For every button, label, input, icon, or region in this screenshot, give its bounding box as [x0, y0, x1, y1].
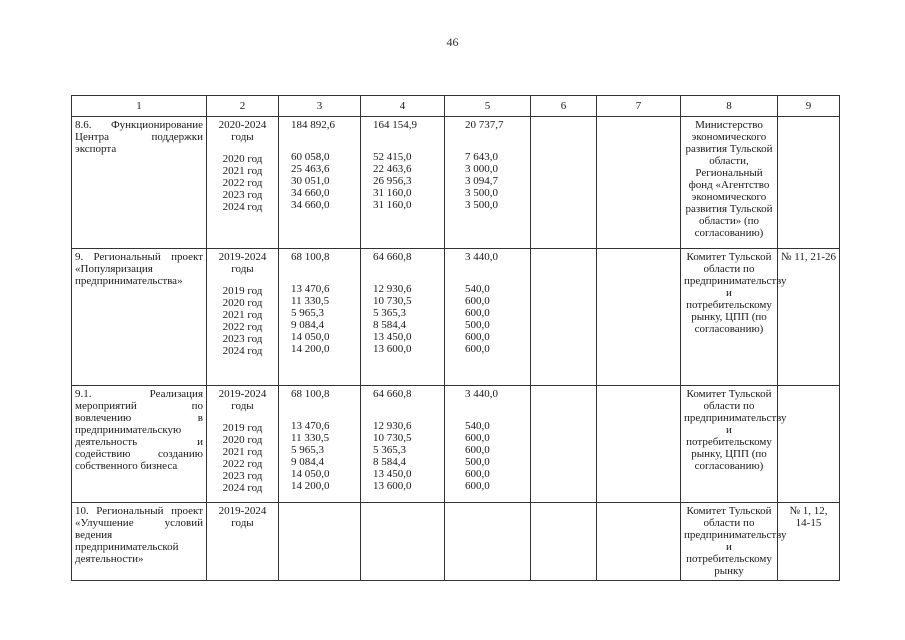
- col4-value: 164 154,9: [373, 119, 417, 131]
- total-value: 68 100,8: [291, 388, 330, 400]
- table-row: [72, 503, 840, 581]
- empty-cell: [597, 117, 681, 249]
- period-cell: [207, 503, 279, 581]
- list-value: 3 500,0: [465, 199, 498, 211]
- column-header: 8: [681, 96, 778, 117]
- indicators-cell: [778, 386, 840, 503]
- col5-cell: [445, 503, 531, 581]
- col5-value: 3 440,0: [465, 388, 498, 400]
- list-value: 10 730,5: [373, 432, 412, 444]
- list-value: 600,0: [465, 295, 490, 307]
- executor-cell: Министерство экономического развития Тульской области, Региональный фонд «Агентство экономического развития Тульской области» (по согласованию): [681, 117, 778, 249]
- list-value: 600,0: [465, 444, 490, 456]
- col5-cell: [445, 117, 531, 249]
- list-value: 10 730,5: [373, 295, 412, 307]
- list-value: 2023 год: [222, 333, 263, 345]
- list-value: 34 660,0: [291, 199, 330, 211]
- column-header: 3: [279, 96, 361, 117]
- period-cell: [207, 249, 279, 386]
- list-value: 11 330,5: [291, 432, 330, 444]
- list-value: 2020 год: [222, 297, 263, 309]
- indicators-cell: № 11, 21-26: [778, 249, 840, 386]
- period-label: 2019-2024 годы: [218, 388, 267, 412]
- period-label: 2020-2024 годы: [218, 119, 267, 143]
- list-value: 600,0: [465, 343, 490, 355]
- list-value: 600,0: [465, 468, 490, 480]
- column-header: 2: [207, 96, 279, 117]
- list-value: 13 470,6: [291, 283, 330, 295]
- column-header: 7: [597, 96, 681, 117]
- list-value: 12 930,6: [373, 283, 412, 295]
- col4-cell: [361, 503, 445, 581]
- list-value: 2021 год: [222, 165, 263, 177]
- list-value: 540,0: [465, 420, 490, 432]
- empty-cell: [597, 386, 681, 503]
- list-value: 2023 год: [222, 470, 263, 482]
- total-cell: [279, 503, 361, 581]
- col5-year-values: [465, 283, 527, 355]
- indicators-cell: № 1, 12, 14-15: [778, 503, 840, 581]
- total-value: 68 100,8: [291, 251, 330, 263]
- list-value: 9 084,4: [291, 319, 324, 331]
- program-table: [71, 95, 840, 581]
- list-value: 5 965,3: [291, 307, 324, 319]
- list-value: 600,0: [465, 432, 490, 444]
- executor-cell: Комитет Тульской области по предпринимательству и потребительскому рынку, ЦПП (по согласованию): [681, 386, 778, 503]
- list-value: 3 000,0: [465, 163, 498, 175]
- col5-year-values: [465, 420, 527, 492]
- list-value: 14 200,0: [291, 343, 330, 355]
- col5-value: 3 440,0: [465, 251, 498, 263]
- activity-name: 10. Региональный проект «Улучшение условий ведения предпринимательской деятельности»: [72, 503, 207, 581]
- col5-year-values: [465, 151, 527, 211]
- col4-year-values: [373, 283, 441, 355]
- empty-cell: [531, 117, 597, 249]
- total-year-values: [291, 283, 357, 355]
- total-cell: [279, 117, 361, 249]
- list-value: 2020 год: [222, 434, 263, 446]
- list-value: 31 160,0: [373, 187, 412, 199]
- list-value: 600,0: [465, 480, 490, 492]
- list-value: 12 930,6: [373, 420, 412, 432]
- list-value: 22 463,6: [373, 163, 412, 175]
- list-value: 11 330,5: [291, 295, 330, 307]
- list-value: 600,0: [465, 307, 490, 319]
- list-value: 13 450,0: [373, 331, 412, 343]
- page-number: 46: [446, 35, 459, 49]
- list-value: 34 660,0: [291, 187, 330, 199]
- empty-cell: [597, 249, 681, 386]
- column-header: 6: [531, 96, 597, 117]
- list-value: 2024 год: [222, 201, 263, 213]
- total-value: 184 892,6: [291, 119, 335, 131]
- list-value: 30 051,0: [291, 175, 330, 187]
- empty-cell: [531, 249, 597, 386]
- col4-value: 64 660,8: [373, 251, 412, 263]
- list-value: 8 584,4: [373, 456, 406, 468]
- period-label: 2019-2024 годы: [218, 505, 267, 529]
- list-value: 13 600,0: [373, 343, 412, 355]
- executor-cell: Комитет Тульской области по предпринимательству и потребительскому рынку: [681, 503, 778, 581]
- list-value: 2023 год: [222, 189, 263, 201]
- column-header: 1: [72, 96, 207, 117]
- activity-name: 9.1. Реализация мероприятий по вовлечению в предпринимательскую деятельность и содействию созданию собственного бизнеса: [72, 386, 207, 503]
- list-value: 2024 год: [222, 345, 263, 357]
- list-value: 14 200,0: [291, 480, 330, 492]
- list-value: 8 584,4: [373, 319, 406, 331]
- list-value: 13 470,6: [291, 420, 330, 432]
- activity-name: 8.6. Функционирование Центра поддержки экспорта: [72, 117, 207, 249]
- col4-cell: [361, 386, 445, 503]
- list-value: 60 058,0: [291, 151, 330, 163]
- list-value: 14 050,0: [291, 468, 330, 480]
- column-header: 5: [445, 96, 531, 117]
- list-value: 31 160,0: [373, 199, 412, 211]
- list-value: 13 600,0: [373, 480, 412, 492]
- list-value: 26 956,3: [373, 175, 412, 187]
- list-value: 2022 год: [222, 321, 263, 333]
- period-cell: [207, 386, 279, 503]
- period-cell: [207, 117, 279, 249]
- activity-name: 9. Региональный проект «Популяризация предпринимательства»: [72, 249, 207, 386]
- executor-cell: Комитет Тульской области по предпринимательству и потребительскому рынку, ЦПП (по согласованию): [681, 249, 778, 386]
- list-value: 2022 год: [222, 177, 263, 189]
- list-value: 2021 год: [222, 446, 263, 458]
- list-value: 5 365,3: [373, 307, 406, 319]
- total-year-values: [291, 420, 357, 492]
- list-value: 500,0: [465, 319, 490, 331]
- header-row: [72, 96, 840, 117]
- list-value: 600,0: [465, 331, 490, 343]
- empty-cell: [531, 386, 597, 503]
- year-list: [210, 153, 275, 213]
- empty-cell: [597, 503, 681, 581]
- list-value: 9 084,4: [291, 456, 324, 468]
- col4-year-values: [373, 151, 441, 211]
- table-row: [72, 117, 840, 249]
- list-value: 25 463,6: [291, 163, 330, 175]
- list-value: 2024 год: [222, 482, 263, 494]
- column-header: 9: [778, 96, 840, 117]
- table-row: [72, 386, 840, 503]
- list-value: 2021 год: [222, 309, 263, 321]
- col4-cell: [361, 249, 445, 386]
- list-value: 2019 год: [222, 285, 263, 297]
- total-cell: [279, 386, 361, 503]
- col5-value: 20 737,7: [465, 119, 504, 131]
- list-value: 13 450,0: [373, 468, 412, 480]
- list-value: 2019 год: [222, 422, 263, 434]
- list-value: 14 050,0: [291, 331, 330, 343]
- list-value: 5 365,3: [373, 444, 406, 456]
- column-header: 4: [361, 96, 445, 117]
- list-value: 5 965,3: [291, 444, 324, 456]
- list-value: 3 094,7: [465, 175, 498, 187]
- indicators-cell: [778, 117, 840, 249]
- period-label: 2019-2024 годы: [218, 251, 267, 275]
- col5-cell: [445, 249, 531, 386]
- list-value: 3 500,0: [465, 187, 498, 199]
- list-value: 2022 год: [222, 458, 263, 470]
- total-cell: [279, 249, 361, 386]
- empty-cell: [531, 503, 597, 581]
- list-value: 500,0: [465, 456, 490, 468]
- table-row: [72, 249, 840, 386]
- year-list: [210, 422, 275, 494]
- col4-year-values: [373, 420, 441, 492]
- year-list: [210, 285, 275, 357]
- list-value: 540,0: [465, 283, 490, 295]
- col4-cell: [361, 117, 445, 249]
- list-value: 2020 год: [222, 153, 263, 165]
- col4-value: 64 660,8: [373, 388, 412, 400]
- list-value: 7 643,0: [465, 151, 498, 163]
- col5-cell: [445, 386, 531, 503]
- list-value: 52 415,0: [373, 151, 412, 163]
- total-year-values: [291, 151, 357, 211]
